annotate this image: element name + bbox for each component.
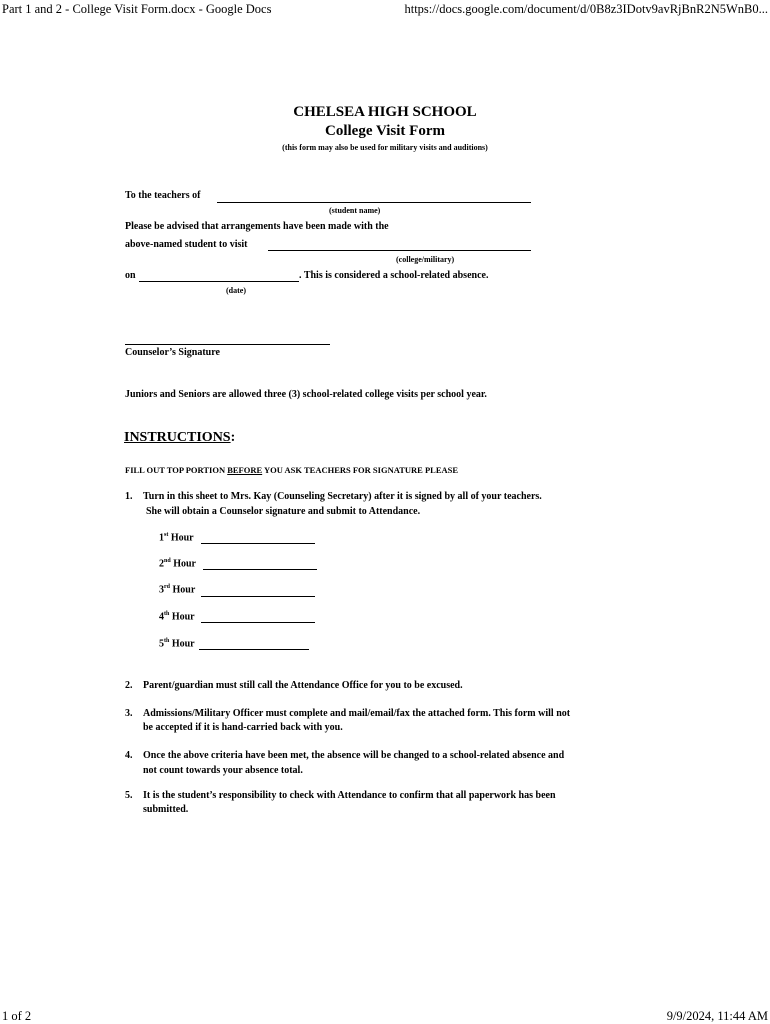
hour-2-sup: nd xyxy=(164,558,171,564)
hour-1-sup: st xyxy=(164,532,169,538)
instructions-colon: : xyxy=(230,430,236,445)
counselor-signature-label: Counselor’s Signature xyxy=(125,347,220,358)
hour-1-line[interactable] xyxy=(201,543,315,544)
item4-line1: Once the above criteria have been met, the absence will be changed to a school-related absence and xyxy=(143,750,565,761)
hour-5-label: Hour xyxy=(171,638,195,650)
college-caption: (college/military) xyxy=(396,255,455,264)
hour-2-row xyxy=(159,558,196,569)
page-header-url: https://docs.google.com/document/d/0B8z3IDotv9avRjBnR2N5WnB0... xyxy=(404,2,768,16)
college-line[interactable] xyxy=(268,250,531,251)
item4-number: 4. xyxy=(125,750,133,761)
hour-4-sup: th xyxy=(164,611,170,617)
teachers-of-label: To the teachers of xyxy=(125,190,201,201)
absence-text: . This is considered a school-related absence. xyxy=(299,270,489,281)
hour-2-label: Hour xyxy=(173,558,196,570)
instructions-heading xyxy=(124,430,235,446)
fill-out-notice xyxy=(125,465,458,475)
hour-1-label: Hour xyxy=(170,532,194,544)
item1-line1: Turn in this sheet to Mrs. Kay (Counseling Secretary) after it is signed by all of your teachers. xyxy=(143,491,542,502)
item5-line1: It is the student’s responsibility to check with Attendance to confirm that all paperwork has been xyxy=(143,790,556,801)
hour-2-line[interactable] xyxy=(203,569,317,570)
hour-3-num: 3 xyxy=(159,584,164,596)
hour-5-num: 5 xyxy=(159,638,164,650)
date-line[interactable] xyxy=(139,281,299,282)
item3-line2: be accepted if it is hand-carried back with you. xyxy=(143,722,343,733)
fill-out-before: BEFORE xyxy=(227,465,263,475)
instructions-heading-text: INSTRUCTIONS xyxy=(124,430,231,445)
hour-4-row xyxy=(159,611,195,622)
hour-1-num: 1 xyxy=(159,532,164,544)
student-name-line[interactable] xyxy=(217,202,531,203)
page-footer-page-number: 1 of 2 xyxy=(2,1009,32,1023)
item2-line1: Parent/guardian must still call the Attendance Office for you to be excused. xyxy=(143,680,463,691)
item4-line2: not count towards your absence total. xyxy=(143,765,303,776)
hour-5-sup: th xyxy=(164,638,170,644)
fill-out-prefix: FILL OUT TOP PORTION xyxy=(125,465,228,475)
hour-1-row xyxy=(159,532,194,543)
on-label: on xyxy=(125,270,136,281)
item1-number: 1. xyxy=(125,491,133,502)
date-caption: (date) xyxy=(226,286,246,295)
item5-line2: submitted. xyxy=(143,804,189,815)
hour-4-line[interactable] xyxy=(201,622,315,623)
item5-number: 5. xyxy=(125,790,133,801)
above-named-text: above-named student to visit xyxy=(125,239,248,250)
hour-3-sup: rd xyxy=(164,584,170,590)
hour-2-num: 2 xyxy=(159,558,164,570)
school-name: CHELSEA HIGH SCHOOL xyxy=(293,104,477,120)
hour-3-line[interactable] xyxy=(201,596,315,597)
hour-3-label: Hour xyxy=(172,584,196,596)
hour-5-row xyxy=(159,638,195,649)
hour-5-line[interactable] xyxy=(199,649,309,650)
form-subtitle: (this form may also be used for military visits and auditions) xyxy=(282,143,488,152)
item3-line1: Admissions/Military Officer must complete and mail/email/fax the attached form. This form will not xyxy=(143,708,571,719)
advised-text: Please be advised that arrangements have been made with the xyxy=(125,221,389,232)
hour-4-label: Hour xyxy=(171,611,195,623)
hour-3-row xyxy=(159,584,195,595)
page-header-title: Part 1 and 2 - College Visit Form.docx - Google Docs xyxy=(2,2,272,16)
form-title: College Visit Form xyxy=(325,123,445,139)
counselor-signature-line[interactable] xyxy=(125,344,330,345)
item1-line2: She will obtain a Counselor signature and submit to Attendance. xyxy=(146,506,421,517)
student-name-caption: (student name) xyxy=(329,206,381,215)
hour-4-num: 4 xyxy=(159,611,164,623)
page-footer-datetime: 9/9/2024, 11:44 AM xyxy=(666,1009,768,1023)
fill-out-suffix: YOU ASK TEACHERS FOR SIGNATURE PLEASE xyxy=(262,465,459,475)
item2-number: 2. xyxy=(125,680,133,691)
item3-number: 3. xyxy=(125,708,133,719)
juniors-note: Juniors and Seniors are allowed three (3) school-related college visits per school year. xyxy=(125,389,487,400)
